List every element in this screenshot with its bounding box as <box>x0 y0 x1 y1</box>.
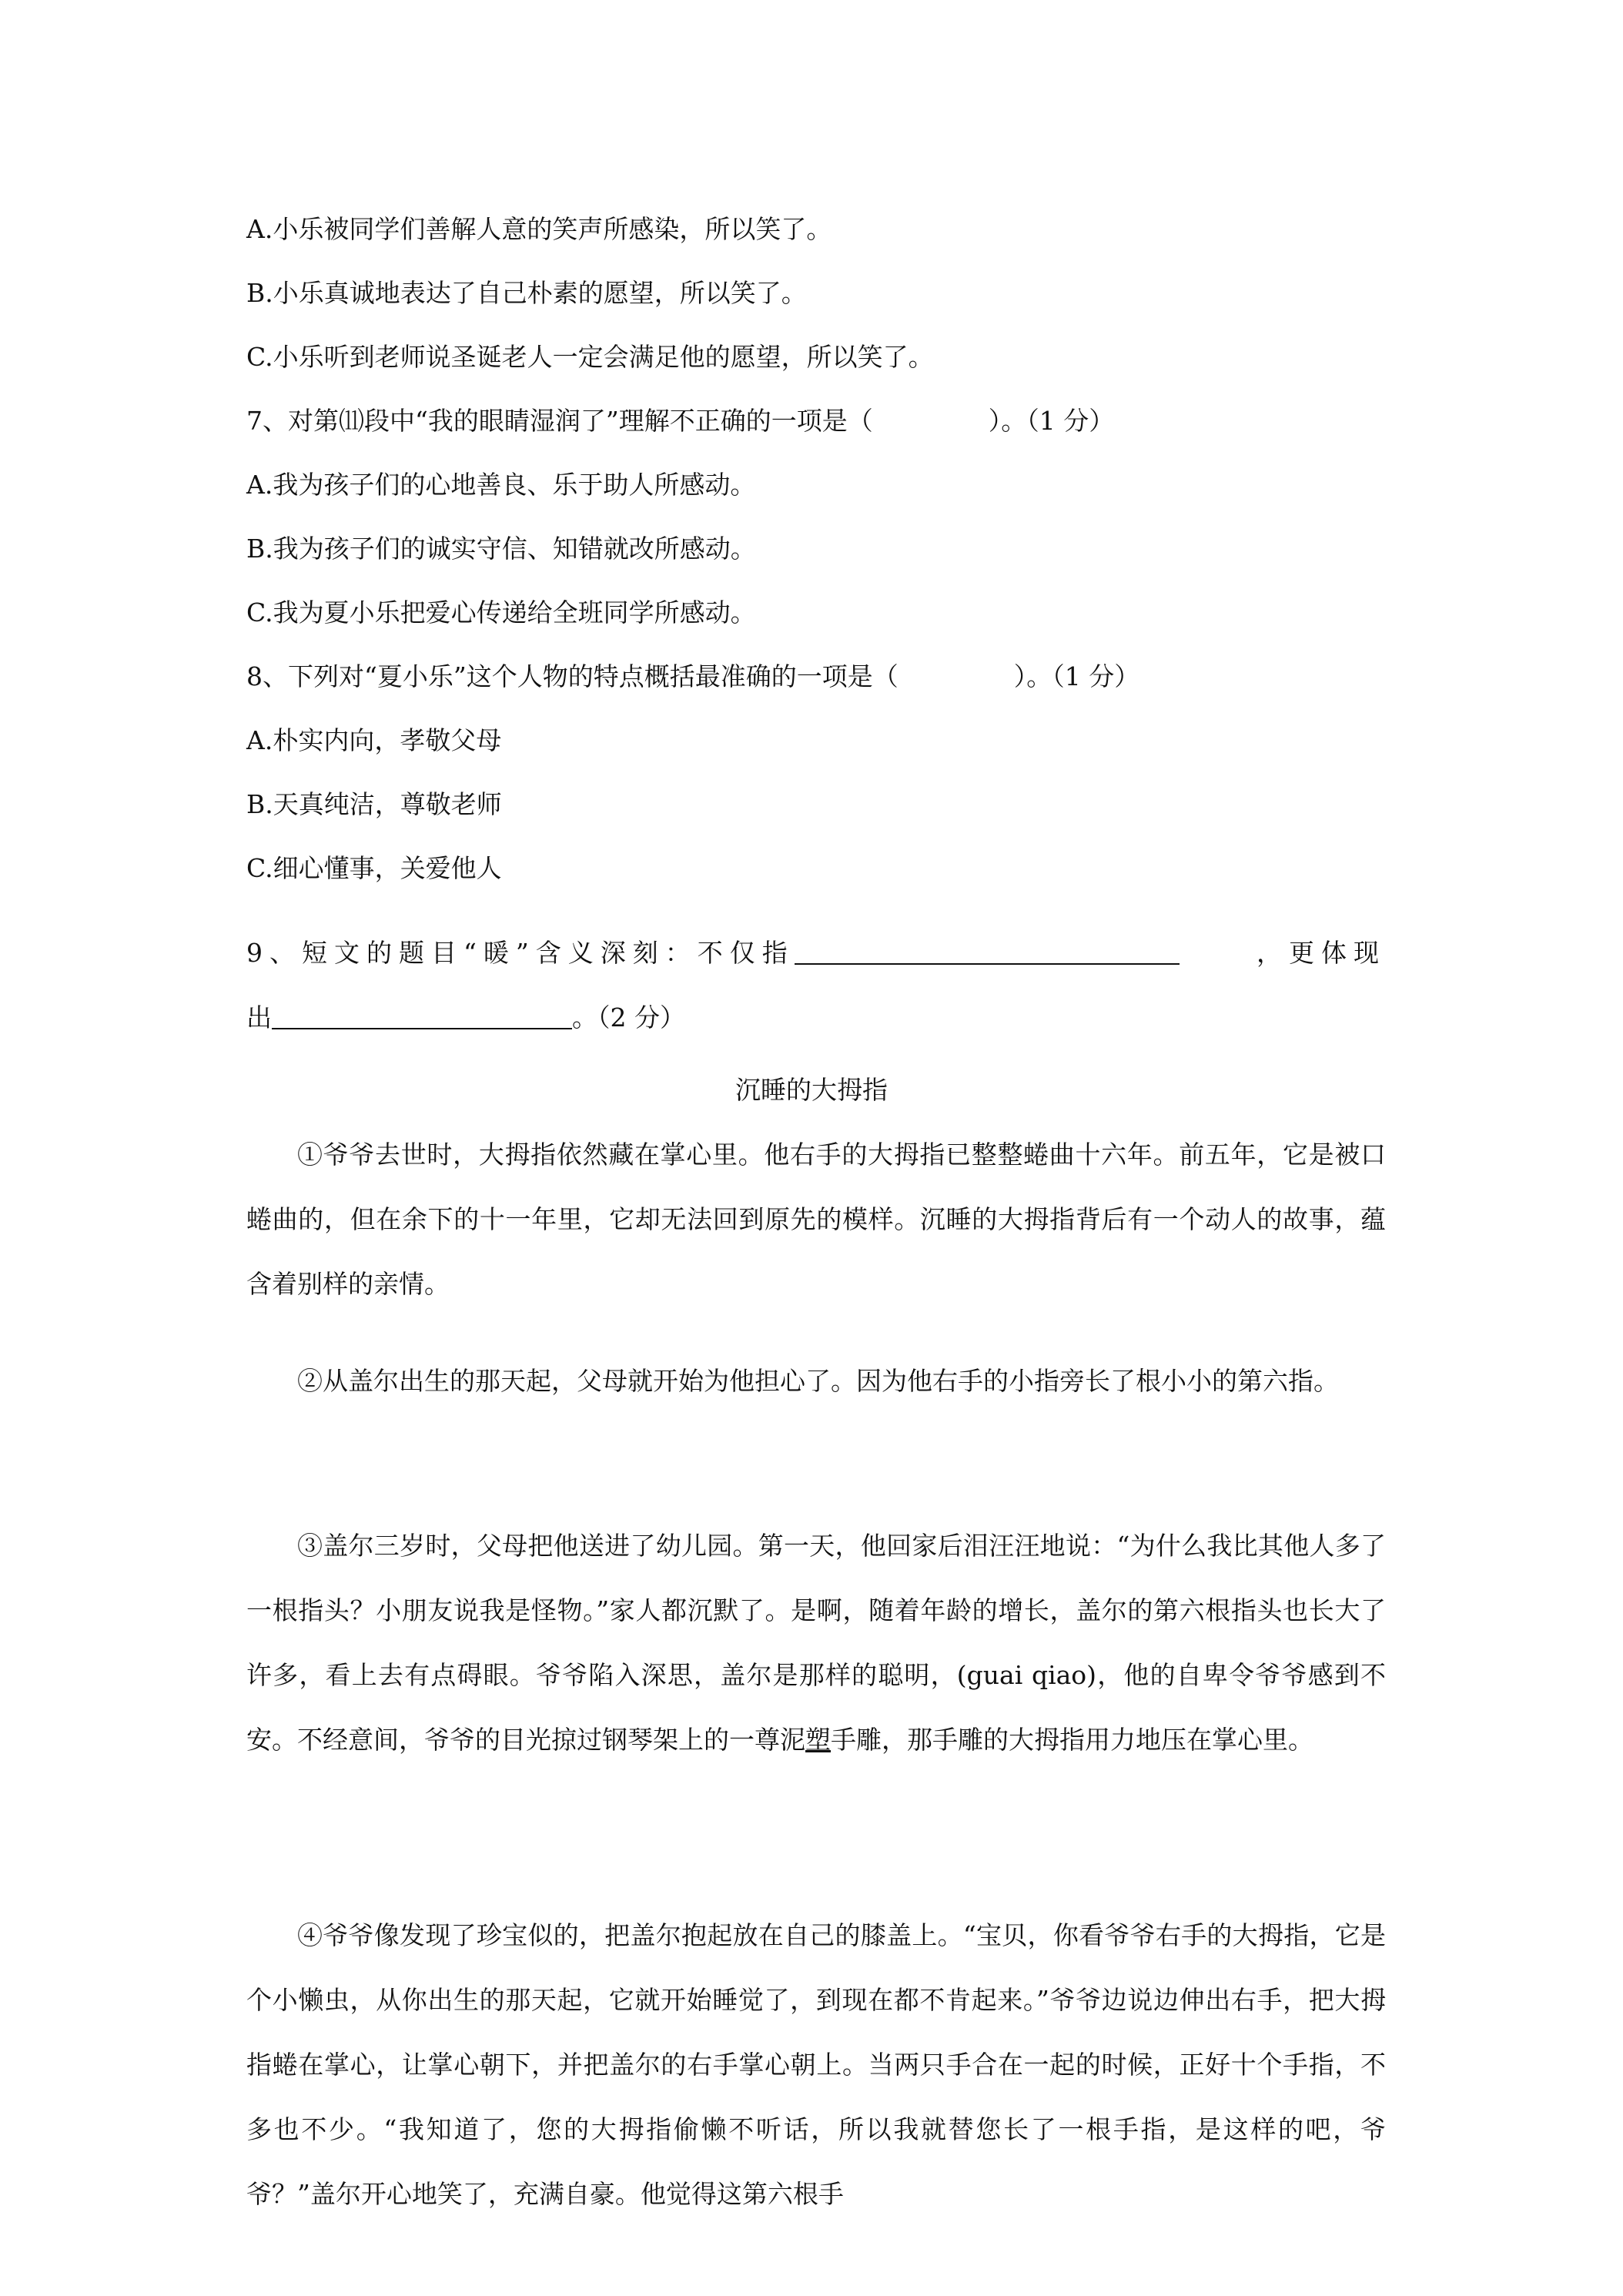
q6-option-a: A.小乐被同学们善解人意的笑声所感染，所以笑了。 <box>246 214 832 244</box>
q9-text-4: 。（2 分） <box>572 1002 685 1033</box>
q8-option-c: C.细心懂事，关爱他人 <box>246 853 502 883</box>
q7-option-a: A.我为孩子们的心地善良、乐于助人所感动。 <box>246 470 756 500</box>
q7-option-b: B.我为孩子们的诚实守信、知错就改所感动。 <box>246 534 756 564</box>
q7-stem <box>246 404 1114 438</box>
story-paragraph-3-text-b: 手雕，那手雕的大拇指用力地压在掌心里。 <box>831 1725 1313 1755</box>
story-paragraph-4: ④爷爷像发现了珍宝似的，把盖尔抱起放在自己的膝盖上。“宝贝，你看爷爷右手的大拇指，它是个小懒虫，从你出生的那天起，它就开始睡觉了，到现在都不肯起来。”爷爷边说边伸出右手，把大拇指蜷在掌心，让掌心朝下，并把盖尔的右手掌心朝上。当两只手合在一起的时候，正好十个手指，不多也不少。“我知道了，您的大拇指偷懒不听话，所以我就替您长了一根手指，是这样的吧，爷爷？”盖尔开心地笑了，充满自豪。他觉得这第六根手 <box>246 1920 1386 2209</box>
q6-option-c: C.小乐听到老师说圣诞老人一定会满足他的愿望，所以笑了。 <box>246 342 934 372</box>
story-paragraph-2: ②从盖尔出生的那天起，父母就开始为他担心了。因为他右手的小指旁长了根小小的第六指。 <box>297 1366 1339 1396</box>
q9-text-1: 9、短文的题目“暖”含义深刻：不仅指 <box>246 938 795 968</box>
story-paragraph-1: ①爷爷去世时，大拇指依然藏在掌心里。他右手的大拇指已整整蜷曲十六年。前五年，它是被口蜷曲的，但在余下的十一年里，它却无法回到原先的模样。沉睡的大拇指背后有一个动人的故事，蕴含着别样的亲情。 <box>246 1140 1386 1299</box>
q7-stem-text: 7、对第⑾段中“我的眼睛湿润了”理解不正确的一项是（ <box>246 406 873 436</box>
q7-stem-score: ）。（1 分） <box>988 406 1115 436</box>
q9-line-2 <box>246 986 1386 1050</box>
story-underlined-char: 塑 <box>805 1725 831 1755</box>
q8-stem <box>246 660 1139 694</box>
story-title: 沉睡的大拇指 <box>735 1075 888 1105</box>
q9-blank-1[interactable] <box>795 940 1180 965</box>
q9-text-3: 出 <box>246 1002 272 1033</box>
q9-text-2: ，更体现 <box>1257 938 1386 968</box>
q7-option-c: C.我为夏小乐把爱心传递给全班同学所感动。 <box>246 597 756 628</box>
story-paragraph-3-text-a: ③盖尔三岁时，父母把他送进了幼儿园。第一天，他回家后泪汪汪地说：“为什么我比其他人多了一根指头？小朋友说我是怪物。”家人都沉默了。是啊，随着年龄的增长，盖尔的第六根指头也长大了许多，看上去有点碍眼。爷爷陷入深思，盖尔是那样的聪明，(guai qiao)，他的自卑令爷爷感到不安。不经意间，爷爷的目光掠过钢琴架上的一尊泥 <box>246 1531 1386 1755</box>
q8-stem-score: ）。（1 分） <box>1013 661 1140 691</box>
q9-question <box>246 921 1386 1050</box>
q8-option-b: B.天真纯洁，尊敬老师 <box>246 789 502 819</box>
story-paragraph-3 <box>246 1514 1386 1772</box>
q9-line-1 <box>246 921 1386 986</box>
q9-blank-2[interactable] <box>272 1005 572 1029</box>
q8-option-a: A.朴实内向，孝敬父母 <box>246 725 502 755</box>
q6-option-b: B.小乐真诚地表达了自己朴素的愿望，所以笑了。 <box>246 278 807 308</box>
q8-stem-text: 8、下列对“夏小乐”这个人物的特点概括最准确的一项是（ <box>246 661 899 691</box>
